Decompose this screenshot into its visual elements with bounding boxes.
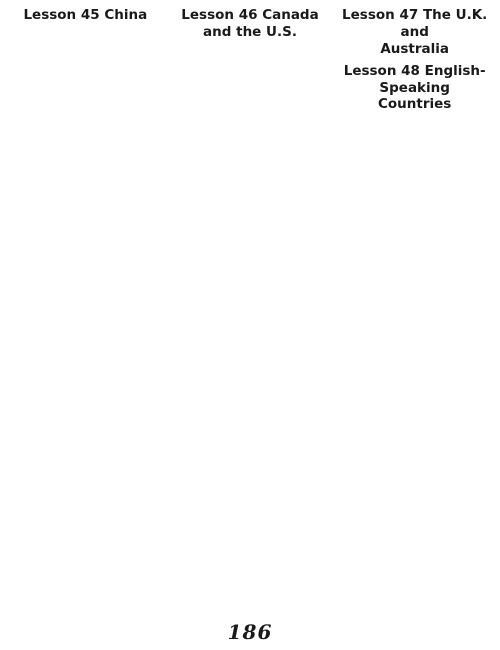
lesson-title-main: Lesson 45 China xyxy=(23,7,148,23)
lesson-title-sub: Australia xyxy=(380,40,450,57)
column-left xyxy=(6,4,165,622)
column-middle xyxy=(171,4,330,622)
lesson-title xyxy=(335,63,494,114)
lesson-title-main: Lesson 48 English-Speaking xyxy=(343,62,486,96)
text-columns xyxy=(6,4,494,622)
lesson-title xyxy=(6,7,165,24)
lesson-title-main: Lesson 46 Canada and the U.S. xyxy=(181,7,319,40)
lesson-title xyxy=(171,7,330,41)
lesson-title-main: Lesson 47 The U.K. and xyxy=(342,7,488,40)
column-right xyxy=(335,4,494,622)
lesson-title-sub: Countries xyxy=(378,96,452,113)
lesson-title xyxy=(335,7,494,58)
page-number: 186 xyxy=(227,620,273,644)
